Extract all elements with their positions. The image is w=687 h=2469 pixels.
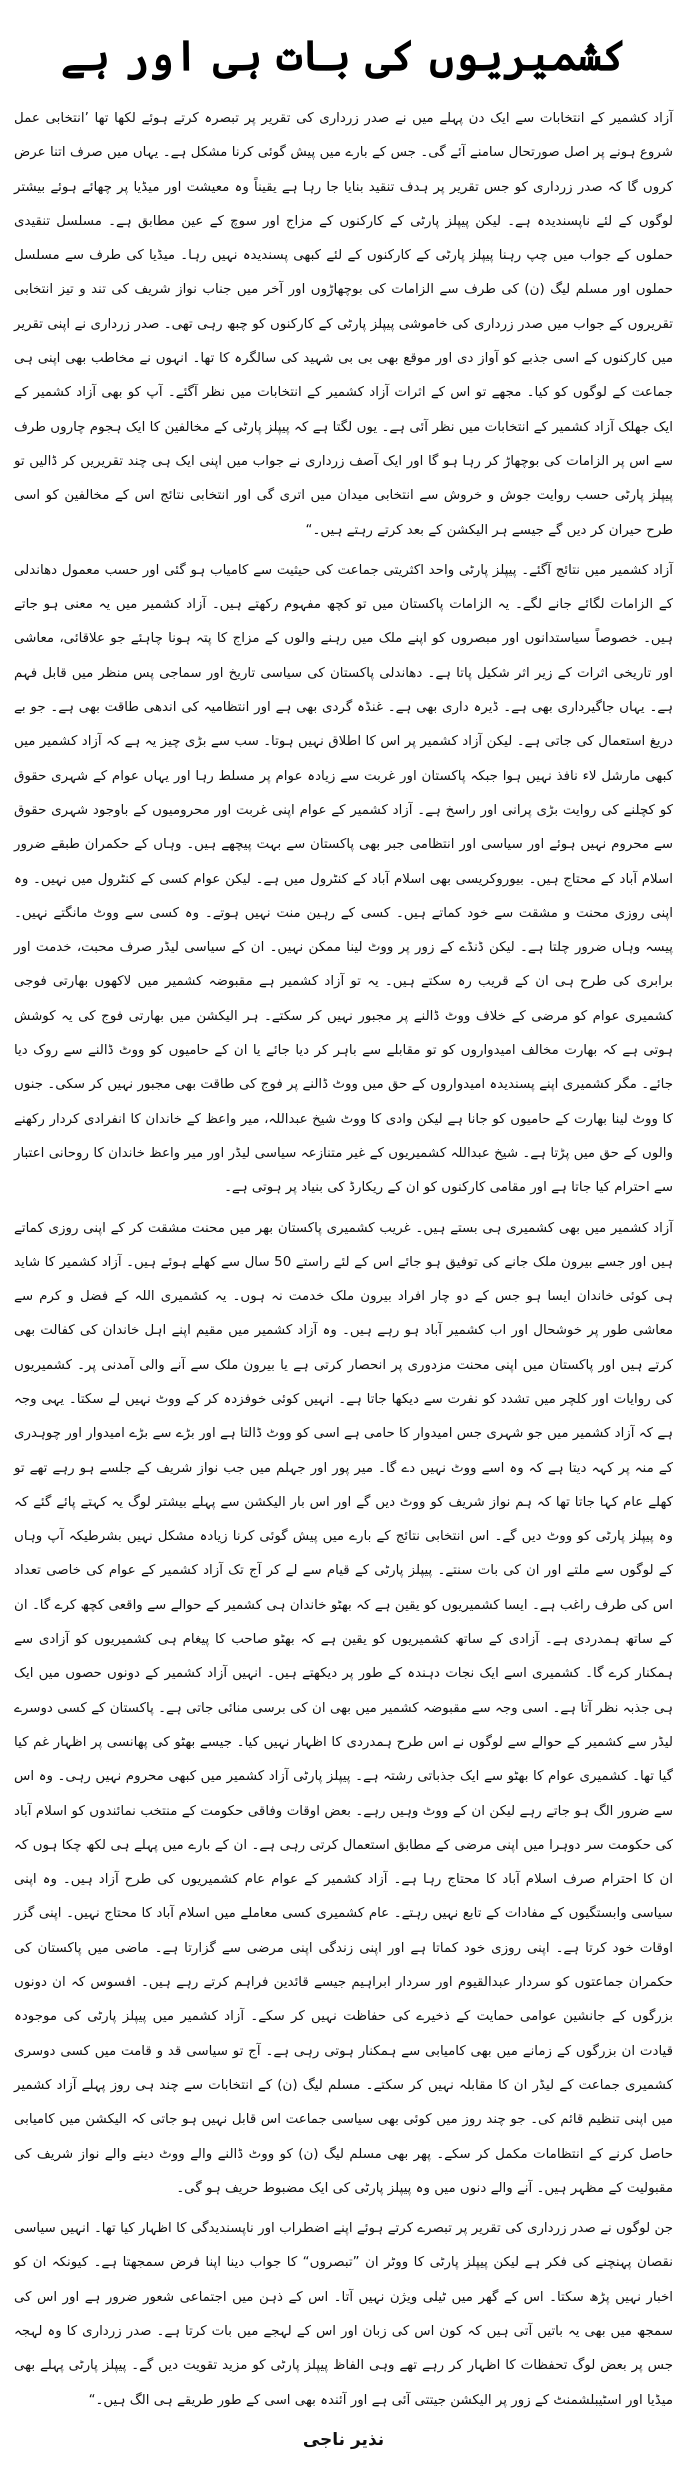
author-byline: نذیر ناجی	[302, 2430, 385, 2450]
article-paragraph: جن لوگوں نے صدر زرداری کی تقریر پر تبصرے کرتے ہوئے اپنے اضطراب اور ناپسندیدگی کا اظہار کیا تھا۔ انہیں سیاسی نقصان پہنچنے کی فکر ہے لیکن پیپلز پارٹی کا ووٹر ان ”تبصروں“ کا جواب دینا اپنا فرض سمجھتا ہے۔ کیونکہ ان کو اخبار نہیں پڑھ سکتا۔ اس کے گھر میں ٹیلی ویژن نہیں آتا۔ اس کے ذہن میں اجتماعی شعور ضرور ہے اور اس کی سمجھ میں بھی یہ باتیں آتی ہیں کہ کون اس کی زبان اور اس کے لہجے میں بات کرتا ہے۔ صدر زرداری کا وہ لہجہ جس پر بعض لوگ تحفظات کا اظہار کر رہے تھے وہی الفاظ پیپلز پارٹی کو مزید تقویت دیں گے۔ پیپلز پارٹی پہلے بھی میڈیا اور اسٹیبلشمنٹ کے زور پر الیکشن جیتتی آئی ہے اور آئندہ بھی اسی کے طور طریقے ہی الگ ہیں۔“	[14, 2221, 673, 2408]
article-paragraph: آزاد کشمیر میں بھی کشمیری ہی بستے ہیں۔ غریب کشمیری پاکستان بھر میں محنت مشقت کر کے اپنی روزی کماتے ہیں اور جسے بیرون ملک جانے کی توفیق ہو جائے اس کے لئے راستے 50 سال سے کھلے ہوئے ہیں۔ آزاد کشمیر کا شاید ہی کوئی خاندان ایسا ہو جس کے دو چار افراد بیرون ملک خدمت نہ ہوں۔ یہ کشمیری اللہ کے فضل و کرم سے معاشی طور پر خوشحال اور اب کشمیر آباد ہو رہے ہیں۔ وہ آزاد کشمیر میں مقیم اپنے اہل خاندان کی کفالت بھی کرتے ہیں اور پاکستان میں اپنی محنت مزدوری پر انحصار کرتی ہے یا بیرون ملک سے آنے والی آمدنی پر۔ کشمیریوں کی روایات اور کلچر میں تشدد کو نفرت سے دیکھا جاتا ہے۔ انہیں کوئی خوفزدہ کر کے ووٹ نہیں لے سکتا۔ یہی وجہ ہے کہ آزاد کشمیر میں جو شہری جس امیدوار کا حامی ہے اسی کو ووٹ ڈالتا ہے اور بڑے سے بڑے امیدوار اور چوہدری کے منہ پر کہہ دیتا ہے کہ وہ اسے ووٹ نہیں دے گا۔ میر پور اور جہلم میں جب نواز شریف کے جلسے ہو رہے تھے تو کھلے عام کہا جاتا تھا کہ ہم نواز شریف کو ووٹ دیں گے اور اس بار الیکشن سے پہلے بیشتر لوگ یہ کہتے پائے گئے کہ وہ پیپلز پارٹی کو ووٹ دیں گے۔ اس انتخابی نتائج کے بارے میں پیش گوئی کرنا زیادہ مشکل نہیں بشرطیکہ آپ وہاں کے لوگوں سے ملتے اور ان کی بات سنتے۔ پیپلز پارٹی کے قیام سے لے کر آج تک آزاد کشمیر کے عوام کی خاصی تعداد اس کی طرف راغب ہے۔ ایسا کشمیریوں کو یقین ہے کہ بھٹو خاندان ہی کشمیر کے حوالے سے واقعی کچھ کرے گا۔ ان کے ساتھ ہمدردی ہے۔ آزادی کے ساتھ کشمیریوں کو یقین ہے کہ بھٹو صاحب کا پیغام ہی کشمیریوں کو آزادی سے ہمکنار کرے گا۔ کشمیری اسے ایک نجات دہندہ کے طور پر دیکھتے ہیں۔ انہیں آزاد کشمیر کے دونوں حصوں میں ایک ہی جذبہ نظر آتا ہے۔ اسی وجہ سے مقبوضہ کشمیر میں بھی ان کی برسی منائی جاتی ہے۔ پاکستان کے کسی دوسرے لیڈر سے کشمیر کے حوالے سے لوگوں نے اس طرح ہمدردی کا اظہار نہیں کیا۔ جیسے بھٹو کی پھانسی پر اظہار غم کیا گیا تھا۔ کشمیری عوام کا بھٹو سے ایک جذباتی رشتہ ہے۔ پیپلز پارٹی آزاد کشمیر میں کبھی محروم نہیں رہی۔ وہ اس سے ضرور الگ ہو جاتے رہے لیکن ان کے ووٹ وہیں رہے۔ بعض اوقات وفاقی حکومت کے منتخب نمائندوں کو اسلام آباد کی حکومت سر دوہرا میں اپنی مرضی کے مطابق استعمال کرتی رہی ہے۔ ان کے بارے میں پہلے ہی لکھ چکا ہوں کہ ان کا احترام صرف اسلام آباد کا محتاج رہا ہے۔ آزاد کشمیر کے عوام عام کشمیریوں کی طرح آزاد ہیں۔ وہ اپنی سیاسی وابستگیوں کے مفادات کے تابع نہیں رہتے۔ عام کشمیری کسی معاملے میں اسلام آباد کا محتاج نہیں۔ اپنی گزر اوقات خود کرتا ہے۔ اپنی روزی خود کماتا ہے اور اپنی زندگی اپنی مرضی سے گزارتا ہے۔ ماضی میں پاکستان کی حکمران جماعتوں کو سردار عبدالقیوم اور سردار ابراہیم جیسے قائدین فراہم کرتے رہے ہیں۔ افسوس کہ ان دونوں بزرگوں کے جانشین عوامی حمایت کے ذخیرے کی حفاظت نہیں کر سکے۔ آزاد کشمیر میں پیپلز پارٹی کی موجودہ قیادت ان بزرگوں کے زمانے میں بھی کامیابی سے ہمکنار ہوتی رہی ہے۔ آج تو سیاسی قد و قامت میں کسی دوسری کشمیری جماعت کے لیڈر ان کا مقابلہ نہیں کر سکتے۔ مسلم لیگ (ن) کے انتخابات سے چند ہی روز پہلے آزاد کشمیر میں اپنی تنظیم قائم کی۔ جو چند روز میں کوئی بھی سیاسی جماعت اس قابل نہیں ہو جاتی کہ الیکشن میں کامیابی حاصل کرنے کے انتظامات مکمل کر سکے۔ پھر بھی مسلم لیگ (ن) کو ووٹ ڈالنے والے ووٹ دینے والے نواز شریف کی مقبولیت کے مظہر ہیں۔ آنے والے دنوں میں وہ پیپلز پارٹی کی ایک مضبوط حریف ہو گی۔	[14, 1220, 673, 2196]
article-paragraph: آزاد کشمیر کے انتخابات سے ایک دن پہلے میں نے صدر زرداری کی تقریر پر تبصرہ کرتے ہوئے لکھا تھا ’انتخابی عمل شروع ہونے پر اصل صورتحال سامنے آئے گی۔ جس کے بارے میں پیش گوئی کرنا مشکل ہے۔ یہاں میں صرف اتنا عرض کروں گا کہ صدر زرداری کو جس تقریر پر ہدف تنقید بنایا جا رہا ہے یقیناً وہ معیشت اور میڈیا پر چھائے ہوئے بیشتر لوگوں کے لئے ناپسندیدہ ہے۔ لیکن پیپلز پارٹی کے کارکنوں کے مزاج اور سوچ کے عین مطابق ہے۔ مسلسل تنقیدی حملوں کے جواب میں چپ رہنا پیپلز پارٹی کے کارکنوں کے لئے کبھی پسندیدہ نہیں رہا۔ میڈیا کی طرف سے مسلسل حملوں اور مسلم لیگ (ن) کی طرف سے الزامات کی بوچھاڑوں اور آخر میں جناب نواز شریف کی تند و تیز انتخابی تقریروں کے جواب میں صدر زرداری کی خاموشی پیپلز پارٹی کے کارکنوں کو چبھ رہی تھی۔ صدر زرداری نے اپنی تقریر میں کارکنوں کے اسی جذبے کو آواز دی اور موقع بھی بی بی شہید کی سالگرہ کا تھا۔ انہوں نے مخاطب بھی اپنی ہی جماعت کے لوگوں کو کیا۔ مجھے تو اس کے اثرات آزاد کشمیر کے انتخابات میں نظر آگئے۔ آپ کو بھی آزاد کشمیر کے ایک جھلک آزاد کشمیر کے انتخابات میں نظر آئی ہے۔ یوں لگتا ہے کہ پیپلز پارٹی کے مخالفین کا ایک ہجوم چاروں طرف سے اس پر الزامات کی بوچھاڑ کر رہا ہو گا اور ایک آصف زرداری نے جواب میں اپنی ایک ہی چند تقریریں کر ڈالیں تو پیپلز پارٹی حسب روایت جوش و خروش سے انتخابی میدان میں اتری گی اور انتخابی نتائج اس کے مخالفین کو اسی طرح حیران کر دیں گے جیسے ہر الیکشن کے بعد کرتے رہتے ہیں۔“	[14, 111, 673, 538]
article-headline: کشمیریوں کی بات ہی اور ہے	[60, 31, 627, 80]
article-paragraph: آزاد کشمیر میں نتائج آگئے۔ پیپلز پارٹی واحد اکثریتی جماعت کی حیثیت سے کامیاب ہو گئی اور حسب معمول دھاندلی کے الزامات لگائے جانے لگے۔ یہ الزامات پاکستان میں تو کچھ مفہوم رکھتے ہیں۔ آزاد کشمیر میں یہ معنی ہو جاتے ہیں۔ خصوصاً سیاستدانوں اور مبصروں کو اپنے ملک میں رہنے والوں کے مزاج کا پتہ ہونا چاہئے جو علاقائی، معاشی اور تاریخی اثرات کے زیر اثر شکیل پاتا ہے۔ دھاندلی پاکستان کی سیاسی تاریخ اور سماجی پس منظر میں قابل فہم ہے۔ یہاں جاگیرداری بھی ہے۔ ڈیرہ داری بھی ہے۔ غنڈہ گردی بھی ہے اور انتظامیہ کی اندھی طاقت بھی ہے۔ جو بے دریغ استعمال کی جاتی ہے۔ لیکن آزاد کشمیر پر اس کا اطلاق نہیں ہوتا۔ سب سے بڑی چیز یہ ہے کہ آزاد کشمیر میں کبھی مارشل لاء نافذ نہیں ہوا جبکہ پاکستان اور غربت سے زیادہ عوام پر مسلط رہا اور یہاں عوام کے شہری حقوق کو کچلنے کی روایت بڑی پرانی اور راسخ ہے۔ آزاد کشمیر کے عوام اپنی غربت اور محرومیوں کے باوجود شہری حقوق سے محروم نہیں ہوئے اور سیاسی اور انتظامی جبر بھی پاکستان سے بہت پیچھے ہیں۔ وہاں کے حکمران طبقے ضرور اسلام آباد کے محتاج ہیں۔ بیوروکریسی بھی اسلام آباد کے کنٹرول میں ہے۔ لیکن عوام کسی کے کنٹرول میں نہیں۔ وہ اپنی روزی محنت و مشقت سے خود کماتے ہیں۔ کسی کے رہین منت نہیں ہوتے۔ وہ کسی سے ووٹ مانگتے نہیں۔ پیسہ وہاں ضرور چلتا ہے۔ لیکن ڈنڈے کے زور پر ووٹ لینا ممکن نہیں۔ ان کے سیاسی لیڈر صرف محبت، خدمت اور برابری کی طرح ہی ان کے قریب رہ سکتے ہیں۔ یہ تو آزاد کشمیر ہے مقبوضہ کشمیر میں لاکھوں بھارتی فوجی کشمیری عوام کو مرضی کے خلاف ووٹ ڈالنے پر مجبور نہیں کر سکتے۔ ہر الیکشن میں بھارتی فوج کی یہ کوشش ہوتی ہے کہ بھارت مخالف امیدواروں کو تو مقابلے سے باہر کر دیا جائے یا ان کے حامیوں کو ووٹ ڈالنے سے روک دیا جائے۔ مگر کشمیری اپنے پسندیدہ امیدواروں کے حق میں ووٹ ڈالنے پر فوج کی طاقت بھی مجبور نہیں کر سکی۔ جنوں کا ووٹ لینا بھارت کے حامیوں کو جانا ہے لیکن وادی کا ووٹ شیخ عبداللہ، میر واعظ کے خاندان کا انفرادی کردار رکھنے والوں کے حق میں پڑتا ہے۔ شیخ عبداللہ کشمیریوں کے غیر متنازعہ سیاسی لیڈر اور میر واعظ خاندان کا روحانی اعتبار سے احترام کیا جاتا ہے اور مقامی کارکنوں کو ان کے ریکارڈ کی بنیاد پر ہوتی ہے۔	[14, 562, 673, 1196]
article-body	[14, 102, 673, 2418]
